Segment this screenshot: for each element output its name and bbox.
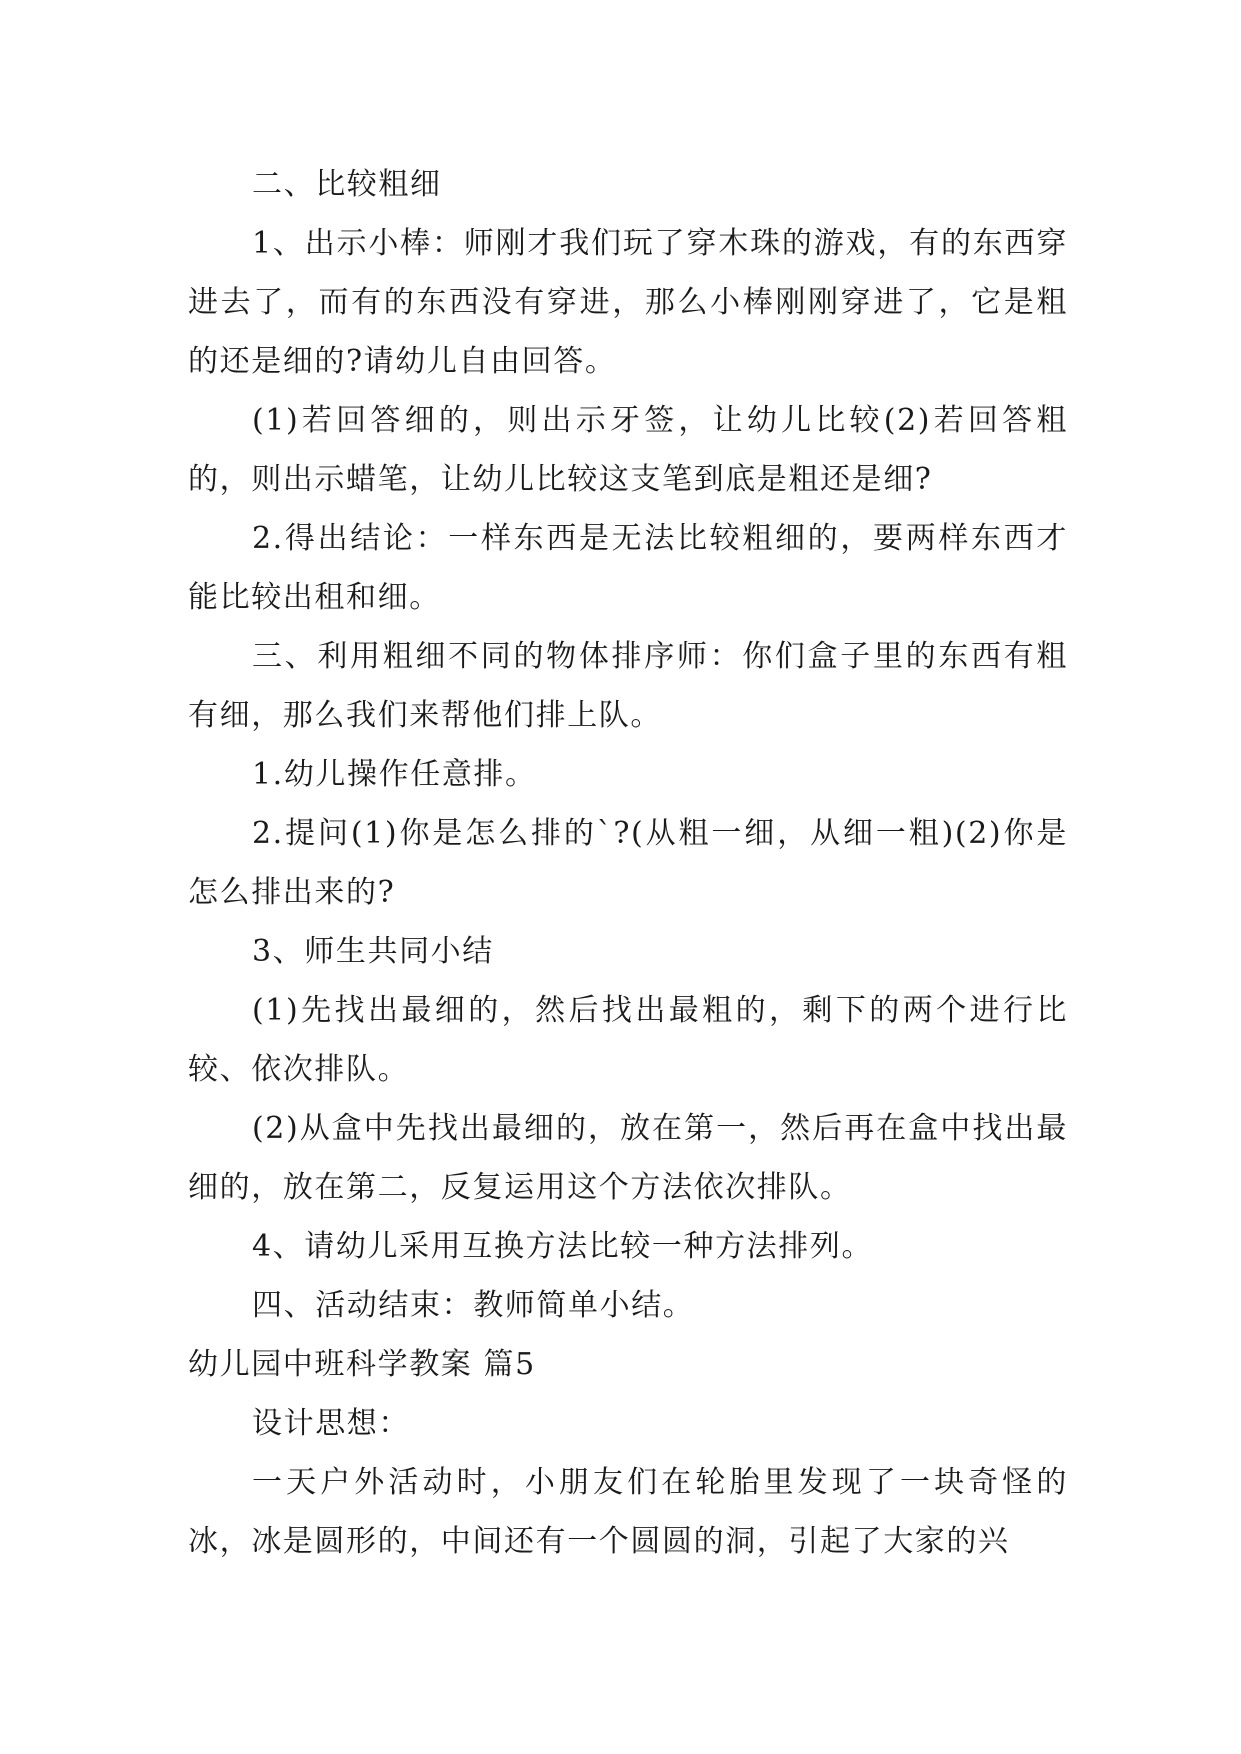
paragraph-answer-thin-or-thick: (1)若回答细的，则出示牙签，让幼儿比较(2)若回答粗的，则出示蜡笔，让幼儿比较这支笔到底是粗还是细?: [188, 403, 1068, 497]
section-heading-compare-thickness: 二、比较粗细: [252, 167, 442, 202]
paragraph-swap-method: 4、请幼儿采用互换方法比较一种方法排列。: [252, 1229, 874, 1264]
section-heading-sorting: 三、利用粗细不同的物体排序师：你们盒子里的东西有粗有细，那么我们来帮他们排上队。: [188, 639, 1068, 733]
document-body: [188, 155, 1068, 1571]
lesson-title: 幼儿园中班科学教案 篇5: [188, 1347, 536, 1382]
paragraph-summary-heading: 3、师生共同小结: [252, 934, 494, 969]
paragraph-free-sorting: 1.幼儿操作任意排。: [252, 757, 537, 792]
section-heading-activity-end: 四、活动结束：教师简单小结。: [252, 1288, 695, 1323]
paragraph-design-idea: 一天户外活动时，小朋友们在轮胎里发现了一块奇怪的冰，冰是圆形的，中间还有一个圆圆的洞，引起了大家的兴: [188, 1465, 1068, 1559]
paragraph-questions: 2.提问(1)你是怎么排的`?(从粗一细，从细一粗)(2)你是怎么排出来的?: [188, 816, 1068, 910]
paragraph-summary-1: (1)先找出最细的，然后找出最粗的，剩下的两个进行比较、依次排队。: [188, 993, 1068, 1087]
design-idea-heading: 设计思想：: [252, 1406, 410, 1441]
paragraph-summary-2: (2)从盒中先找出最细的，放在第一，然后再在盒中找出最细的，放在第二，反复运用这个方法依次排队。: [188, 1111, 1068, 1205]
paragraph-show-stick: 1、出示小棒：师刚才我们玩了穿木珠的游戏，有的东西穿进去了，而有的东西没有穿进，那么小棒刚刚穿进了，它是粗的还是细的?请幼儿自由回答。: [188, 226, 1068, 379]
paragraph-conclusion: 2.得出结论：一样东西是无法比较粗细的，要两样东西才能比较出租和细。: [188, 521, 1068, 615]
